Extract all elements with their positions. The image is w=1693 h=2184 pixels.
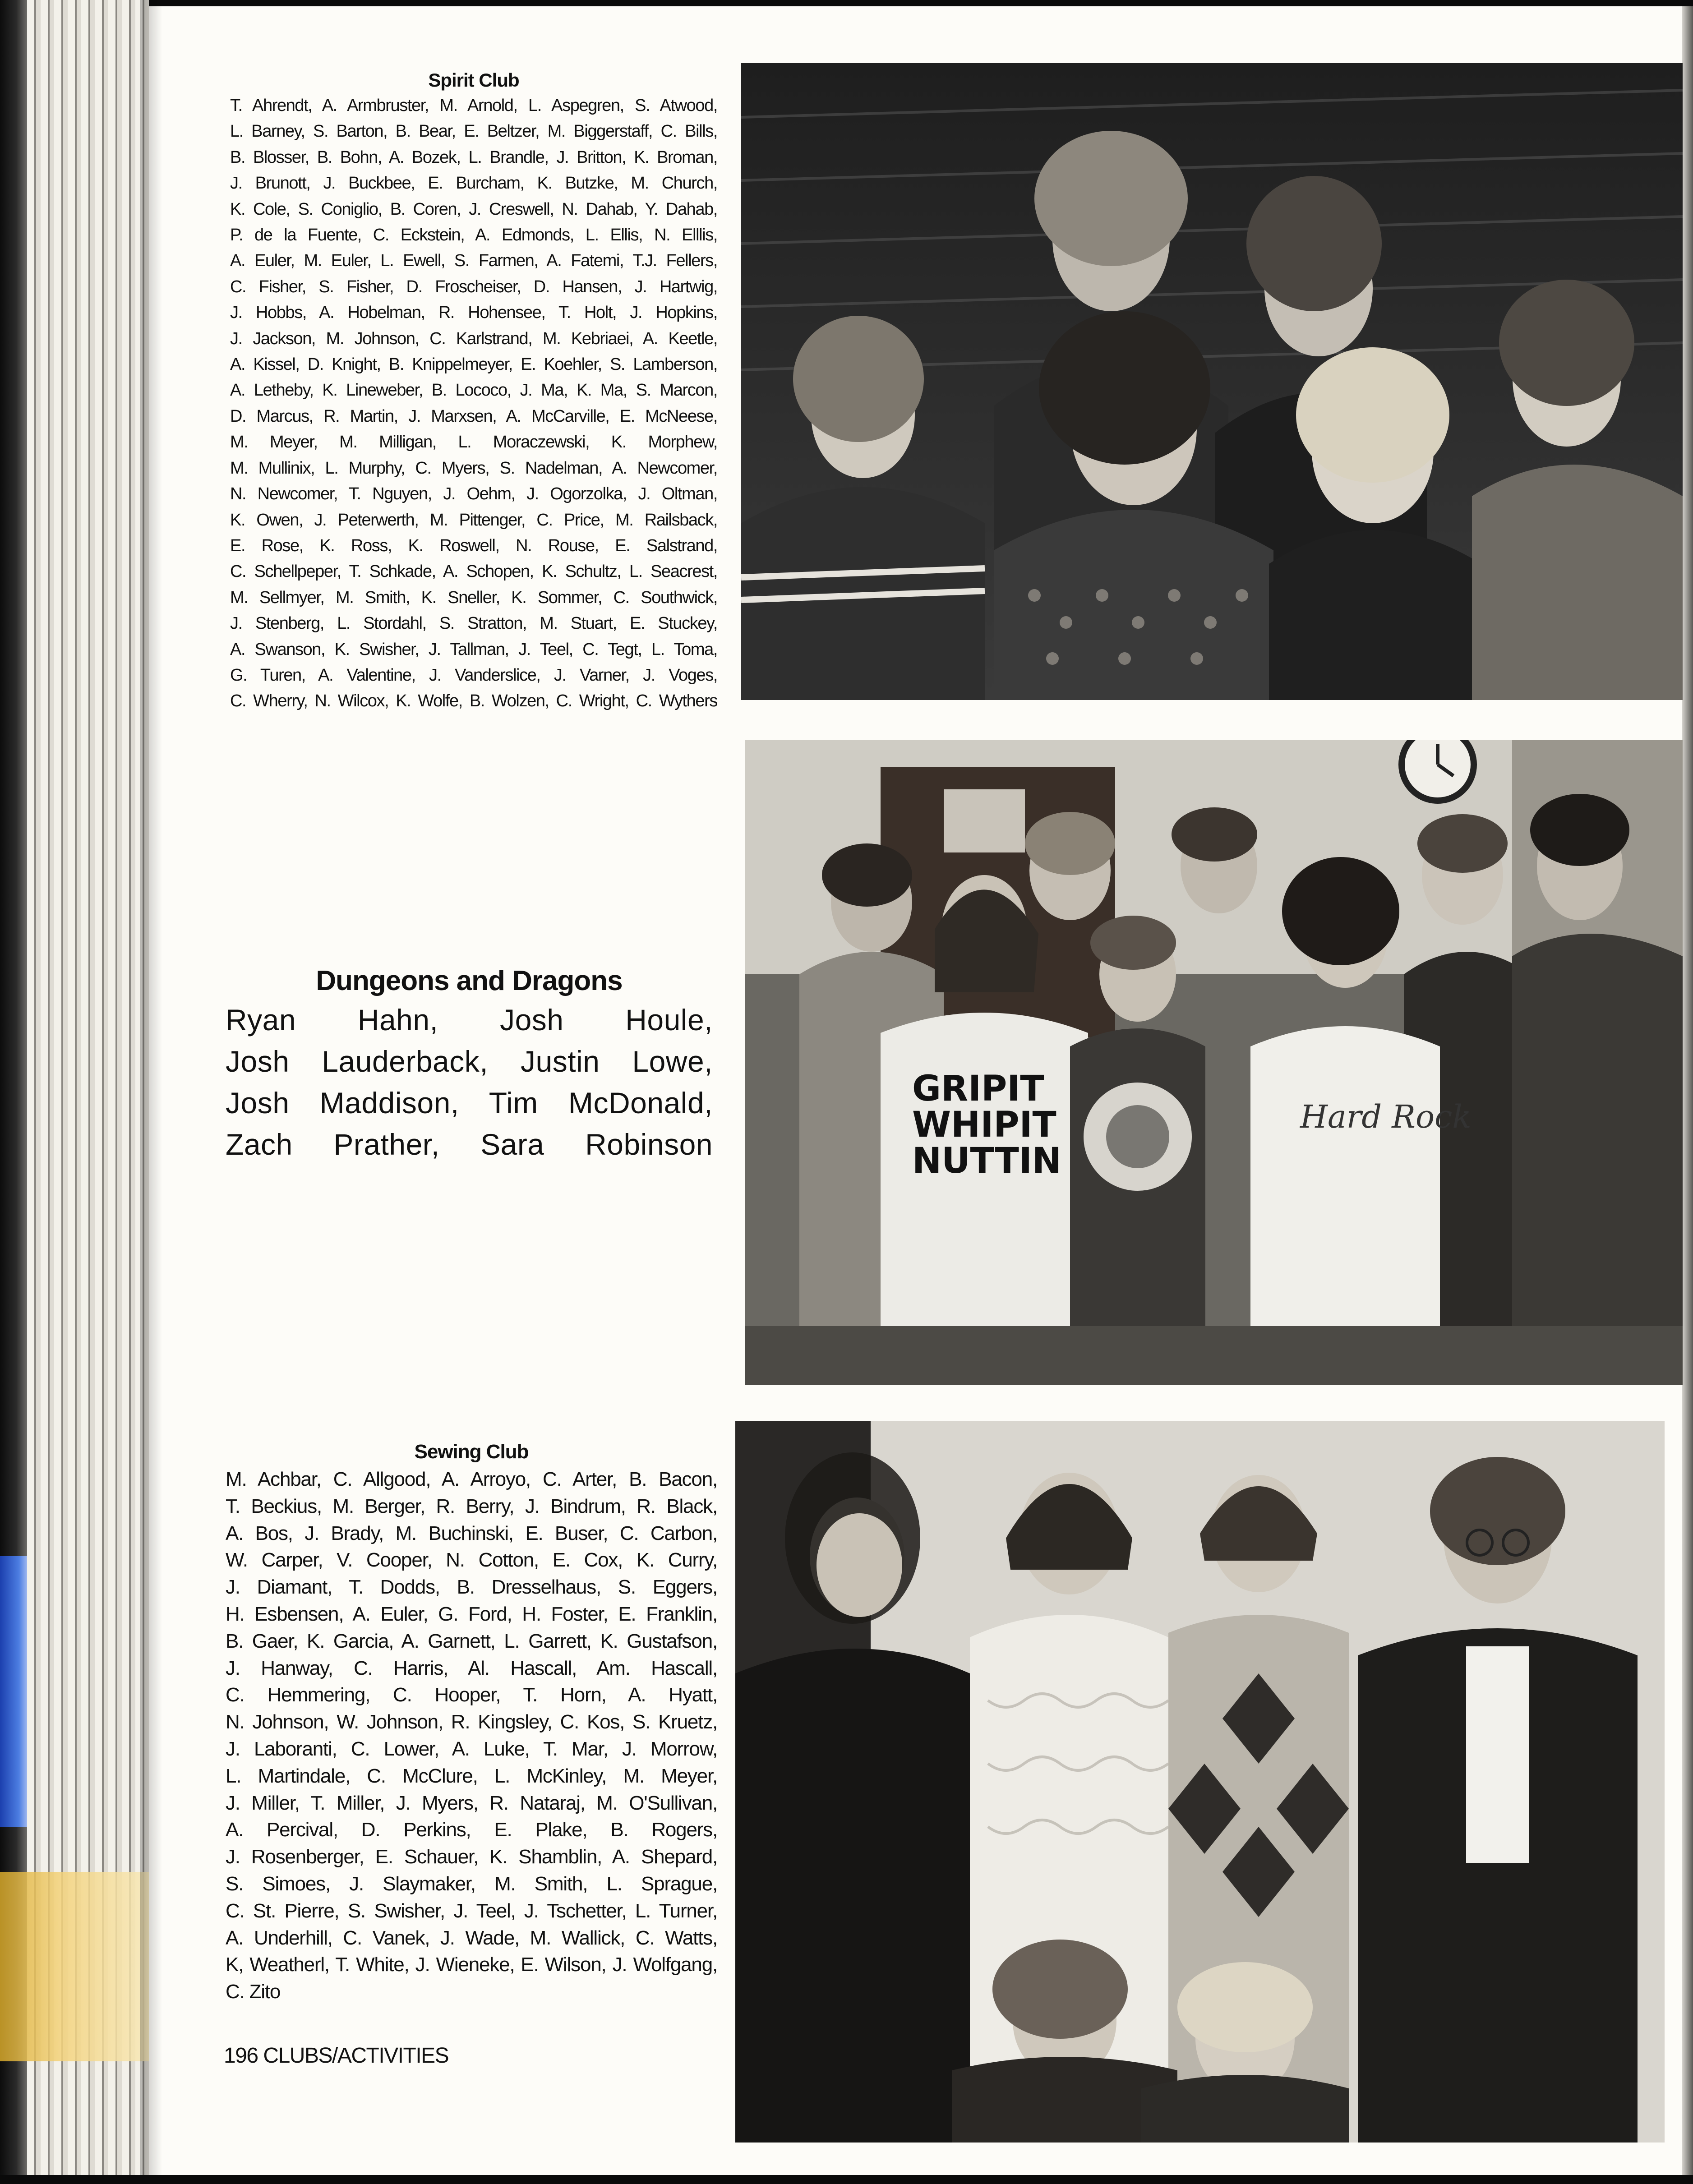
spirit-club-photo (741, 63, 1683, 700)
page-footer: 196 CLUBS/ACTIVITIES (224, 2044, 449, 2068)
sewing-club-roster (226, 1438, 717, 2005)
roster-line: G. Turen, A. Valentine, J. Vanderslice, J. Varner, J. Voges, (230, 665, 717, 685)
roster-line: C. Wherry, N. Wilcox, K. Wolfe, B. Wolzen, C. Wright, C. Wythers (230, 691, 717, 711)
roster-line: J. Diamant, T. Dodds, B. Dresselhaus, S. Eggers, (226, 1576, 717, 1599)
roster-line: C. St. Pierre, S. Swisher, J. Teel, J. Tschetter, L. Turner, (226, 1899, 717, 1922)
roster-line: K. Cole, S. Coniglio, B. Coren, J. Creswell, N. Dahab, Y. Dahab, (230, 199, 717, 219)
roster-line: C. Hemmering, C. Hooper, T. Horn, A. Hyatt, (226, 1684, 717, 1706)
roster-line: J. Stenberg, L. Stordahl, S. Stratton, M. Stuart, E. Stuckey, (230, 614, 717, 633)
dnd-shirt-text: GRIPIT (912, 1069, 1044, 1109)
dnd-photo (745, 740, 1683, 1385)
book-spine-yellow-band (0, 1872, 149, 2061)
roster-line: Ryan Hahn, Josh Houle, (226, 1003, 713, 1037)
roster-line: H. Esbensen, A. Euler, G. Ford, H. Foster, E. Franklin, (226, 1603, 717, 1625)
roster-line: K. Owen, J. Peterwerth, M. Pittenger, C. Price, M. Railsback, (230, 510, 717, 530)
spirit-club-names (230, 93, 717, 714)
spine-shadow (140, 0, 162, 2184)
sewing-club-title: Sewing Club (414, 1441, 529, 1463)
dnd-roster (226, 963, 713, 1165)
roster-line: A. Underhill, C. Vanek, J. Wade, M. Wallick, C. Watts, (226, 1926, 717, 1949)
spirit-club-title: Spirit Club (428, 69, 519, 91)
dnd-title: Dungeons and Dragons (316, 965, 623, 996)
roster-line: C. Schellpeper, T. Schkade, A. Schopen, K. Schultz, L. Seacrest, (230, 562, 717, 581)
roster-line: A. Bos, J. Brady, M. Buchinski, E. Buser, C. Carbon, (226, 1522, 717, 1544)
dnd-shirt2-text: Hard Rock (1300, 1098, 1472, 1135)
roster-line: J. Brunott, J. Buckbee, E. Burcham, K. Butzke, M. Church, (230, 174, 717, 193)
svg-text:NUTTIN: NUTTIN (912, 1141, 1062, 1181)
roster-line: B. Blosser, B. Bohn, A. Bozek, L. Brandle, J. Britton, K. Broman, (230, 147, 717, 167)
page-top-edge (0, 0, 1693, 6)
roster-line: K, Weatherl, T. White, J. Wieneke, E. Wilson, J. Wolfgang, (226, 1954, 717, 1976)
roster-line: Josh Maddison, Tim McDonald, (226, 1086, 713, 1120)
roster-line: C. Fisher, S. Fisher, D. Froscheiser, D. Hansen, J. Hartwig, (230, 277, 717, 296)
roster-line: M. Mullinix, L. Murphy, C. Myers, S. Nadelman, A. Newcomer, (230, 458, 717, 478)
sewing-club-names (226, 1466, 717, 2005)
roster-line: J. Laboranti, C. Lower, A. Luke, T. Mar, J. Morrow, (226, 1737, 717, 1760)
roster-line: J. Hanway, C. Harris, Al. Hascall, Am. Hascall, (226, 1657, 717, 1679)
roster-line: J. Rosenberger, E. Schauer, K. Shamblin, A. Shepard, (226, 1846, 717, 1868)
roster-line: C. Zito (226, 1981, 281, 2003)
roster-line: E. Rose, K. Ross, K. Roswell, N. Rouse, E. Salstrand, (230, 536, 717, 555)
roster-line: T. Beckius, M. Berger, R. Berry, J. Bindrum, R. Black, (226, 1495, 717, 1517)
roster-line: N. Johnson, W. Johnson, R. Kingsley, C. Kos, S. Kruetz, (226, 1711, 717, 1733)
roster-line: L. Martindale, C. McClure, L. McKinley, M. Meyer, (226, 1765, 717, 1787)
roster-line: A. Swanson, K. Swisher, J. Tallman, J. Teel, C. Tegt, L. Toma, (230, 640, 717, 659)
svg-text:WHIPIT: WHIPIT (912, 1105, 1056, 1145)
dnd-names (226, 999, 713, 1165)
roster-line: Zach Prather, Sara Robinson (226, 1128, 713, 1161)
roster-line: L. Barney, S. Barton, B. Bear, E. Beltzer, M. Biggerstaff, C. Bills, (230, 122, 717, 141)
roster-line: A. Euler, M. Euler, L. Ewell, S. Farmen, A. Fatemi, T.J. Fellers, (230, 251, 717, 271)
roster-line: M. Achbar, C. Allgood, A. Arroyo, C. Arter, B. Bacon, (226, 1468, 717, 1490)
book-spine-blue-band (0, 1556, 27, 1827)
page-bottom-edge (0, 2175, 1693, 2184)
roster-line: M. Meyer, M. Milligan, L. Moraczewski, K. Morphew, (230, 433, 717, 452)
roster-line: J. Jackson, M. Johnson, C. Karlstrand, M. Kebriaei, A. Keetle, (230, 329, 717, 348)
roster-line: T. Ahrendt, A. Armbruster, M. Arnold, L. Aspegren, S. Atwood, (230, 96, 717, 115)
roster-line: P. de la Fuente, C. Eckstein, A. Edmonds, L. Ellis, N. Elllis, (230, 226, 717, 245)
roster-line: B. Gaer, K. Garcia, A. Garnett, L. Garrett, K. Gustafson, (226, 1630, 717, 1652)
roster-line: W. Carper, V. Cooper, N. Cotton, E. Cox, K. Curry, (226, 1549, 717, 1571)
page-right-edge (1682, 6, 1693, 2175)
roster-line: S. Simoes, J. Slaymaker, M. Smith, L. Sprague, (226, 1872, 717, 1895)
roster-line: A. Kissel, D. Knight, B. Knippelmeyer, E. Koehler, S. Lamberson, (230, 355, 717, 374)
roster-line: J. Hobbs, A. Hobelman, R. Hohensee, T. Holt, J. Hopkins, (230, 303, 717, 323)
roster-line: D. Marcus, R. Martin, J. Marxsen, A. McCarville, E. McNeese, (230, 406, 717, 426)
sewing-club-photo (735, 1421, 1665, 2143)
roster-line: M. Sellmyer, M. Smith, K. Sneller, K. Sommer, C. Southwick, (230, 588, 717, 607)
roster-line: Josh Lauderback, Justin Lowe, (226, 1045, 713, 1078)
roster-line: J. Miller, T. Miller, J. Myers, R. Nataraj, M. O'Sullivan, (226, 1792, 717, 1814)
roster-line: A. Percival, D. Perkins, E. Plake, B. Rogers, (226, 1819, 717, 1841)
roster-line: A. Letheby, K. Lineweber, B. Lococo, J. Ma, K. Ma, S. Marcon, (230, 381, 717, 400)
roster-line: N. Newcomer, T. Nguyen, J. Oehm, J. Ogorzolka, J. Oltman, (230, 484, 717, 504)
book-spine-edge (0, 0, 27, 2184)
spirit-club-roster (230, 68, 717, 714)
